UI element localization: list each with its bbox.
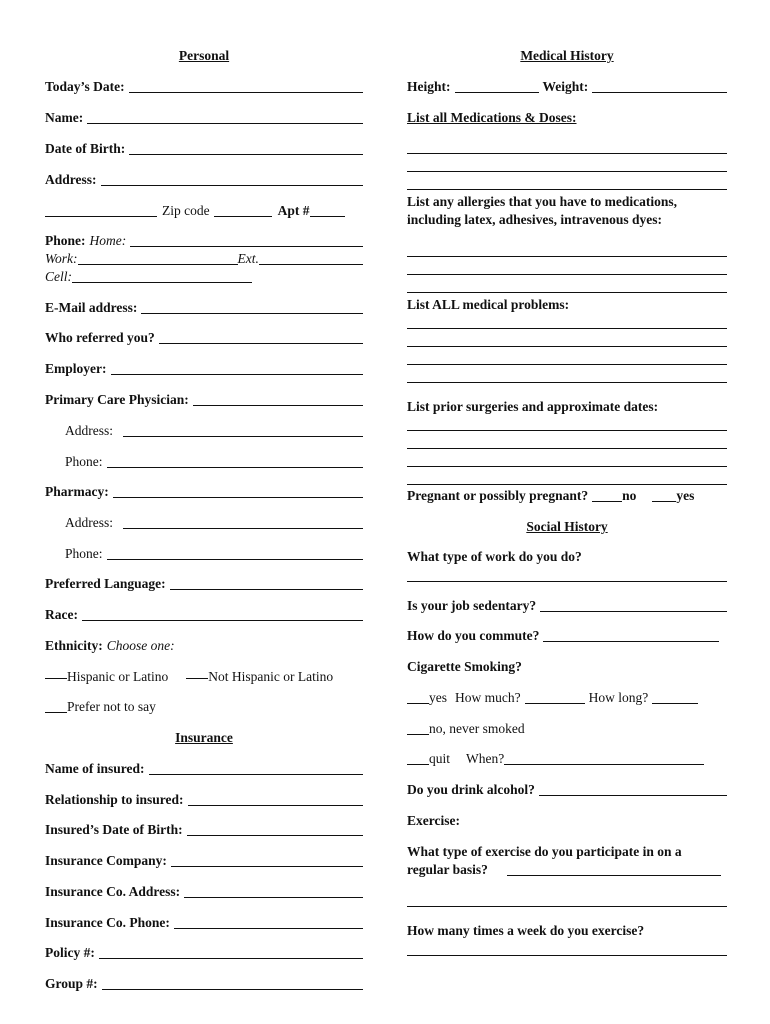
exercise-type-field[interactable] bbox=[507, 875, 721, 876]
problems-line[interactable] bbox=[407, 364, 727, 365]
employer-field[interactable]: Employer: bbox=[45, 361, 363, 377]
pregnant-row[interactable]: Pregnant or possibly pregnant? no yes bbox=[407, 488, 695, 503]
option-prefer-not[interactable]: Prefer not to say bbox=[45, 699, 363, 715]
alcohol-field[interactable]: Do you drink alcohol? bbox=[407, 782, 727, 798]
surgeries-line[interactable] bbox=[407, 484, 727, 485]
weight-field[interactable] bbox=[592, 92, 727, 93]
phone-home-field[interactable]: Phone: Home: bbox=[45, 233, 363, 249]
address-field[interactable]: Address: bbox=[45, 172, 363, 188]
zip-field[interactable] bbox=[214, 216, 272, 217]
insurance-address-field[interactable]: Insurance Co. Address: bbox=[45, 884, 363, 900]
sedentary-field[interactable]: Is your job sedentary? bbox=[407, 598, 727, 614]
ethnicity-label: Ethnicity: Choose one: bbox=[45, 638, 175, 653]
how-much-field[interactable] bbox=[525, 703, 585, 704]
height-weight-row[interactable]: Height: Weight: bbox=[407, 79, 727, 95]
surgeries-line[interactable] bbox=[407, 466, 727, 467]
email-field[interactable]: E-Mail address: bbox=[45, 300, 363, 316]
problems-label: List ALL medical problems: bbox=[407, 297, 570, 312]
phone-cell-field[interactable]: Cell: bbox=[45, 269, 363, 285]
allergies-line[interactable] bbox=[407, 292, 727, 293]
social-heading: Social History bbox=[526, 519, 608, 534]
dob-field[interactable]: Date of Birth: bbox=[45, 141, 363, 157]
city-zip-apt-row[interactable]: Zip code Apt # bbox=[45, 203, 363, 219]
option-not-hispanic[interactable]: Not Hispanic or Latino bbox=[186, 669, 333, 685]
policy-field[interactable]: Policy #: bbox=[45, 945, 363, 961]
exercise-type-line[interactable] bbox=[407, 906, 727, 907]
medications-line[interactable] bbox=[407, 171, 727, 172]
exercise-type-label: What type of exercise do you participate in on a regular basis? bbox=[407, 844, 682, 877]
insurance-heading: Insurance bbox=[175, 730, 233, 745]
exercise-times-line[interactable] bbox=[407, 955, 727, 956]
medications-label: List all Medications & Doses: bbox=[407, 110, 577, 125]
problems-line[interactable] bbox=[407, 328, 727, 329]
surgeries-line[interactable] bbox=[407, 430, 727, 431]
personal-heading: Personal bbox=[178, 48, 230, 63]
todays-date-field[interactable]: Today’s Date: bbox=[45, 79, 363, 95]
referred-field[interactable]: Who referred you? bbox=[45, 330, 363, 346]
pharmacy-field[interactable]: Pharmacy: bbox=[45, 484, 363, 500]
medical-heading: Medical History bbox=[520, 48, 614, 63]
quit-row[interactable]: quit When? bbox=[407, 751, 727, 767]
pharmacy-address-field[interactable]: Address: bbox=[65, 515, 363, 531]
group-field[interactable]: Group #: bbox=[45, 976, 363, 992]
medications-line[interactable] bbox=[407, 153, 727, 154]
problems-line[interactable] bbox=[407, 346, 727, 347]
surgeries-label: List prior surgeries and approximate dates: bbox=[407, 399, 659, 414]
language-field[interactable]: Preferred Language: bbox=[45, 576, 363, 592]
pcp-field[interactable]: Primary Care Physician: bbox=[45, 392, 363, 408]
pharmacy-phone-field[interactable]: Phone: bbox=[65, 546, 363, 562]
smoking-yes-row[interactable]: yes How much? How long? bbox=[407, 690, 727, 706]
race-field[interactable]: Race: bbox=[45, 607, 363, 623]
work-type-line[interactable] bbox=[407, 581, 727, 582]
apt-field[interactable] bbox=[310, 216, 345, 217]
phone-work-field[interactable]: Work: Ext. bbox=[45, 251, 363, 267]
allergies-line[interactable] bbox=[407, 274, 727, 275]
height-field[interactable] bbox=[455, 92, 539, 93]
allergies-label: List any allergies that you have to medications, including latex, adhesives, intravenous dyes: bbox=[407, 194, 677, 227]
smoking-label: Cigarette Smoking? bbox=[407, 659, 522, 674]
never-smoked-row[interactable]: no, never smoked bbox=[407, 721, 727, 737]
name-field[interactable]: Name: bbox=[45, 110, 363, 126]
pcp-address-field[interactable]: Address: bbox=[65, 423, 363, 439]
insurance-company-field[interactable]: Insurance Company: bbox=[45, 853, 363, 869]
commute-field[interactable]: How do you commute? bbox=[407, 628, 727, 644]
quit-when-field[interactable] bbox=[504, 764, 704, 765]
allergies-line[interactable] bbox=[407, 256, 727, 257]
exercise-times-label: How many times a week do you exercise? bbox=[407, 923, 645, 938]
insurance-phone-field[interactable]: Insurance Co. Phone: bbox=[45, 915, 363, 931]
insured-name-field[interactable]: Name of insured: bbox=[45, 761, 363, 777]
how-long-field[interactable] bbox=[652, 703, 698, 704]
work-type-label: What type of work do you do? bbox=[407, 549, 582, 564]
relationship-field[interactable]: Relationship to insured: bbox=[45, 792, 363, 808]
option-hispanic[interactable]: Hispanic or Latino bbox=[45, 669, 168, 685]
surgeries-line[interactable] bbox=[407, 448, 727, 449]
insured-dob-field[interactable]: Insured’s Date of Birth: bbox=[45, 822, 363, 838]
ethnicity-options bbox=[45, 669, 363, 685]
city-state-field[interactable] bbox=[45, 216, 157, 217]
problems-line[interactable] bbox=[407, 382, 727, 383]
exercise-label: Exercise: bbox=[407, 813, 460, 828]
pcp-phone-field[interactable]: Phone: bbox=[65, 454, 363, 470]
medications-line[interactable] bbox=[407, 189, 727, 190]
